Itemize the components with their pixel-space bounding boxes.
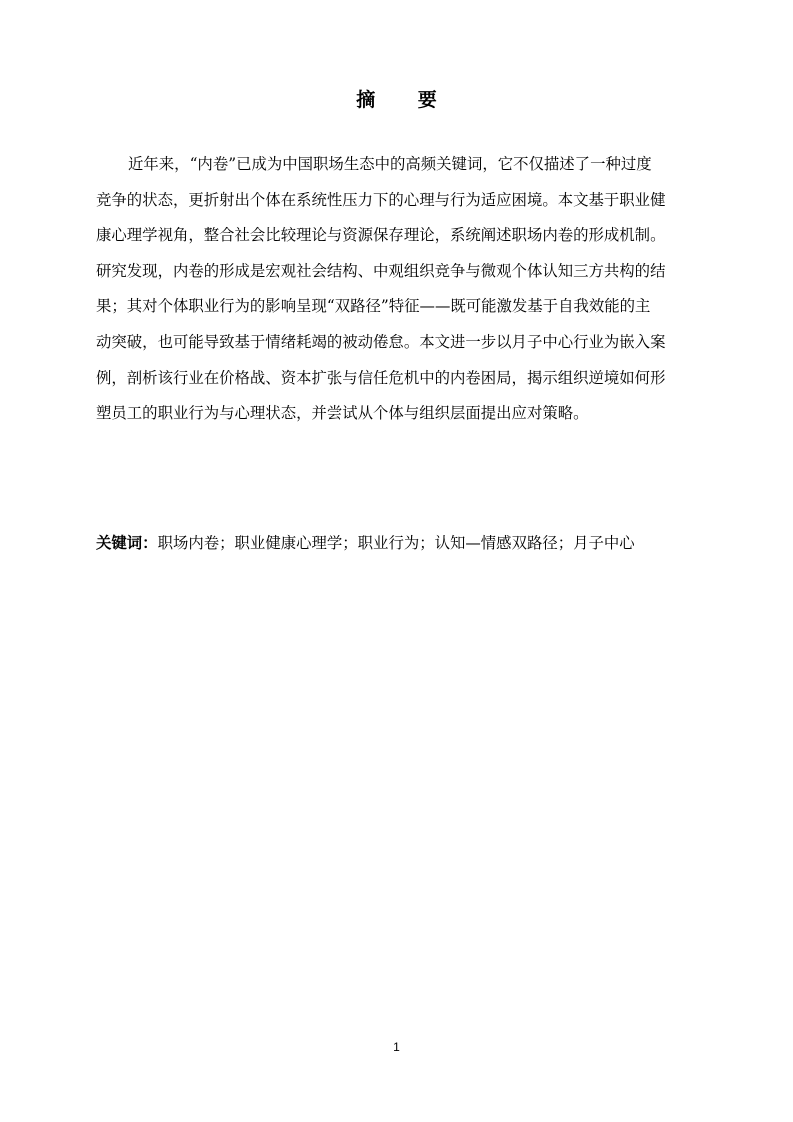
abstract-line: 近年来，“内卷”已成为中国职场生态中的高频关键词，它不仅描述了一种过度	[128, 155, 652, 173]
abstract-line: 果；其对个体职业行为的影响呈现“双路径”特征——既可能激发基于自我效能的主	[96, 297, 651, 316]
keywords-label: 关键词：	[96, 534, 158, 552]
page-number: 1	[393, 1040, 400, 1054]
abstract-line: 康心理学视角，整合社会比较理论与资源保存理论，系统阐述职场内卷的形成机制。	[96, 226, 666, 245]
abstract-line: 研究发现，内卷的形成是宏观社会结构、中观组织竞争与微观个体认知三方共构的结	[96, 261, 666, 280]
abstract-title: 摘 要	[356, 89, 455, 111]
abstract-body	[96, 147, 696, 432]
abstract-line: 竞争的状态，更折射出个体在系统性压力下的心理与行为适应困境。本文基于职业健	[96, 190, 666, 209]
abstract-line: 动突破，也可能导致基于情绪耗竭的被动倦怠。本文进一步以月子中心行业为嵌入案	[96, 332, 666, 351]
keywords-section	[96, 532, 696, 554]
abstract-line: 塑员工的职业行为与心理状态，并尝试从个体与组织层面提出应对策略。	[96, 404, 589, 423]
keywords-text: 职场内卷；职业健康心理学；职业行为；认知—情感双路径；月子中心	[157, 534, 635, 552]
abstract-line: 例，剖析该行业在价格战、资本扩张与信任危机中的内卷困局，揭示组织逆境如何形	[96, 368, 666, 387]
